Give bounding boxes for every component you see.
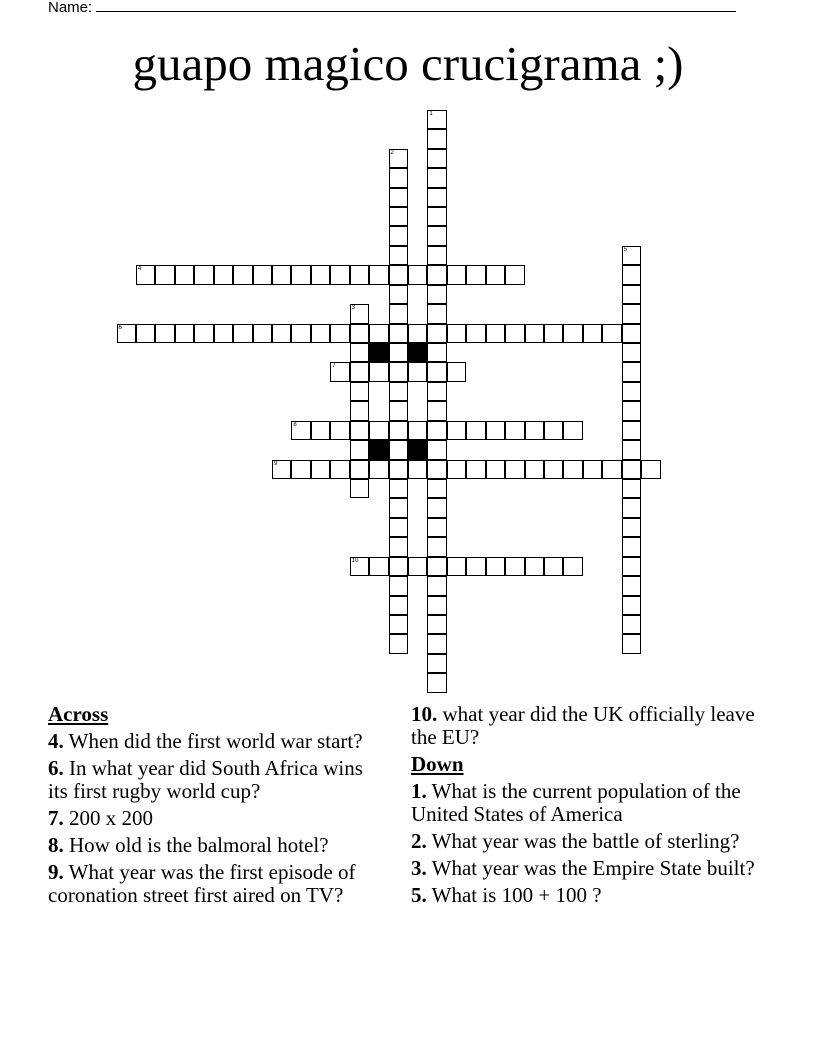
grid-cell[interactable] bbox=[486, 421, 505, 440]
grid-cell[interactable] bbox=[136, 265, 155, 284]
grid-cell[interactable] bbox=[389, 518, 408, 537]
grid-cell[interactable] bbox=[427, 654, 446, 673]
grid-cell[interactable] bbox=[447, 362, 466, 381]
grid-cell[interactable] bbox=[389, 324, 408, 343]
grid-cell[interactable] bbox=[602, 460, 621, 479]
grid-cell[interactable] bbox=[466, 460, 485, 479]
grid-cell[interactable] bbox=[427, 207, 446, 226]
grid-cell[interactable] bbox=[389, 265, 408, 284]
grid-cell[interactable] bbox=[486, 324, 505, 343]
grid-cell[interactable] bbox=[622, 576, 641, 595]
grid-cell[interactable] bbox=[427, 382, 446, 401]
grid-cell[interactable] bbox=[389, 343, 408, 362]
grid-cell[interactable] bbox=[350, 362, 369, 381]
grid-cell[interactable] bbox=[466, 324, 485, 343]
down-heading: Down bbox=[411, 752, 464, 776]
grid-cell[interactable] bbox=[253, 324, 272, 343]
grid-cell[interactable] bbox=[291, 265, 310, 284]
grid-cell[interactable] bbox=[544, 421, 563, 440]
grid-cell[interactable] bbox=[350, 382, 369, 401]
cell-number: 8 bbox=[293, 421, 297, 428]
grid-cell[interactable] bbox=[389, 188, 408, 207]
grid-cell[interactable] bbox=[350, 557, 369, 576]
grid-cell[interactable] bbox=[622, 362, 641, 381]
grid-cell[interactable] bbox=[117, 324, 136, 343]
grid-cell[interactable] bbox=[641, 460, 660, 479]
grid-cell[interactable] bbox=[311, 265, 330, 284]
grid-cell[interactable] bbox=[622, 634, 641, 653]
grid-cell[interactable] bbox=[427, 188, 446, 207]
grid-cell[interactable] bbox=[155, 324, 174, 343]
grid-cell[interactable] bbox=[389, 421, 408, 440]
grid-cell[interactable] bbox=[427, 110, 446, 129]
grid-cell[interactable] bbox=[311, 421, 330, 440]
grid-cell[interactable] bbox=[233, 265, 252, 284]
grid-cell[interactable] bbox=[389, 634, 408, 653]
grid-cell[interactable] bbox=[427, 343, 446, 362]
clue-down-1: 1. What is the current population of the United States of America bbox=[411, 779, 741, 826]
grid-cell[interactable] bbox=[622, 479, 641, 498]
grid-cell[interactable] bbox=[466, 421, 485, 440]
grid-cell[interactable] bbox=[311, 460, 330, 479]
grid-cell[interactable] bbox=[447, 421, 466, 440]
grid-cell[interactable] bbox=[427, 324, 446, 343]
grid-cell[interactable] bbox=[622, 401, 641, 420]
name-label: Name: bbox=[48, 0, 93, 16]
grid-cell[interactable] bbox=[272, 265, 291, 284]
grid-cell[interactable] bbox=[622, 440, 641, 459]
grid-cell[interactable] bbox=[622, 382, 641, 401]
grid-cell[interactable] bbox=[175, 324, 194, 343]
grid-cell[interactable] bbox=[622, 304, 641, 323]
grid-cell[interactable] bbox=[369, 362, 388, 381]
grid-cell[interactable] bbox=[427, 285, 446, 304]
cell-number: 1 bbox=[429, 110, 433, 117]
grid-cell[interactable] bbox=[330, 421, 349, 440]
grid-cell[interactable] bbox=[272, 324, 291, 343]
grid-cell[interactable] bbox=[525, 557, 544, 576]
black-square bbox=[369, 343, 388, 362]
grid-cell[interactable] bbox=[544, 324, 563, 343]
grid-cell[interactable] bbox=[408, 460, 427, 479]
grid-cell[interactable] bbox=[427, 265, 446, 284]
grid-cell[interactable] bbox=[427, 129, 446, 148]
grid-cell[interactable] bbox=[389, 207, 408, 226]
grid-cell[interactable] bbox=[505, 324, 524, 343]
grid-cell[interactable] bbox=[194, 265, 213, 284]
grid-cell[interactable] bbox=[291, 324, 310, 343]
grid-cell[interactable] bbox=[311, 324, 330, 343]
grid-cell[interactable] bbox=[622, 557, 641, 576]
grid-cell[interactable] bbox=[505, 265, 524, 284]
grid-cell[interactable] bbox=[525, 460, 544, 479]
grid-cell[interactable] bbox=[330, 362, 349, 381]
grid-cell[interactable] bbox=[427, 246, 446, 265]
grid-cell[interactable] bbox=[427, 537, 446, 556]
grid-cell[interactable] bbox=[427, 168, 446, 187]
cell-number: 5 bbox=[623, 246, 628, 253]
clue-across-8: 8. How old is the balmoral hotel? bbox=[48, 833, 329, 857]
grid-cell[interactable] bbox=[563, 421, 582, 440]
grid-cell[interactable] bbox=[214, 324, 233, 343]
clue-down-3: 3. What year was the Empire State built? bbox=[411, 856, 755, 880]
grid-cell[interactable] bbox=[505, 460, 524, 479]
grid-cell[interactable] bbox=[427, 634, 446, 653]
grid-cell[interactable] bbox=[427, 304, 446, 323]
clue-across-4: 4. When did the first world war start? bbox=[48, 729, 363, 753]
grid-cell[interactable] bbox=[155, 265, 174, 284]
grid-cell[interactable] bbox=[350, 479, 369, 498]
grid-cell[interactable] bbox=[291, 421, 310, 440]
grid-cell[interactable] bbox=[427, 401, 446, 420]
grid-cell[interactable] bbox=[389, 362, 408, 381]
grid-cell[interactable] bbox=[389, 401, 408, 420]
grid-cell[interactable] bbox=[389, 285, 408, 304]
grid-cell[interactable] bbox=[136, 324, 155, 343]
grid-cell[interactable] bbox=[622, 343, 641, 362]
grid-cell[interactable] bbox=[291, 460, 310, 479]
grid-cell[interactable] bbox=[427, 479, 446, 498]
grid-cell[interactable] bbox=[369, 460, 388, 479]
grid-cell[interactable] bbox=[622, 498, 641, 517]
grid-cell[interactable] bbox=[389, 440, 408, 459]
grid-cell[interactable] bbox=[350, 304, 369, 323]
cell-number: 6 bbox=[118, 324, 122, 331]
grid-cell[interactable] bbox=[466, 265, 485, 284]
grid-cell[interactable] bbox=[466, 557, 485, 576]
grid-cell[interactable] bbox=[389, 576, 408, 595]
grid-cell[interactable] bbox=[350, 440, 369, 459]
grid-cell[interactable] bbox=[447, 265, 466, 284]
grid-cell[interactable] bbox=[389, 382, 408, 401]
clue-down-2: 2. What year was the battle of sterling? bbox=[411, 829, 740, 853]
grid-cell[interactable] bbox=[447, 460, 466, 479]
grid-cell[interactable] bbox=[486, 557, 505, 576]
grid-cell[interactable] bbox=[427, 362, 446, 381]
grid-cell[interactable] bbox=[427, 498, 446, 517]
grid-cell[interactable] bbox=[233, 324, 252, 343]
grid-cell[interactable] bbox=[389, 460, 408, 479]
grid-cell[interactable] bbox=[427, 596, 446, 615]
grid-cell[interactable] bbox=[622, 246, 641, 265]
grid-cell[interactable] bbox=[622, 265, 641, 284]
grid-cell[interactable] bbox=[427, 149, 446, 168]
cell-number: 3 bbox=[351, 305, 355, 312]
grid-cell[interactable] bbox=[622, 324, 641, 343]
grid-cell[interactable] bbox=[408, 362, 427, 381]
black-square bbox=[369, 440, 388, 459]
grid-cell[interactable] bbox=[622, 615, 641, 634]
grid-cell[interactable] bbox=[389, 168, 408, 187]
grid-cell[interactable] bbox=[427, 673, 446, 692]
grid-cell[interactable] bbox=[427, 421, 446, 440]
grid-cell[interactable] bbox=[622, 285, 641, 304]
grid-cell[interactable] bbox=[408, 324, 427, 343]
grid-cell[interactable] bbox=[427, 576, 446, 595]
grid-cell[interactable] bbox=[544, 460, 563, 479]
grid-cell[interactable] bbox=[389, 498, 408, 517]
grid-cell[interactable] bbox=[330, 460, 349, 479]
grid-cell[interactable] bbox=[350, 343, 369, 362]
grid-cell[interactable] bbox=[350, 460, 369, 479]
cell-number: 7 bbox=[332, 363, 336, 370]
grid-cell[interactable] bbox=[563, 324, 582, 343]
black-square bbox=[408, 440, 427, 459]
grid-cell[interactable] bbox=[389, 596, 408, 615]
grid-cell[interactable] bbox=[563, 557, 582, 576]
grid-cell[interactable] bbox=[272, 460, 291, 479]
grid-cell[interactable] bbox=[427, 226, 446, 245]
grid-cell[interactable] bbox=[622, 421, 641, 440]
grid-cell[interactable] bbox=[447, 557, 466, 576]
grid-cell[interactable] bbox=[389, 226, 408, 245]
grid-cell[interactable] bbox=[408, 557, 427, 576]
grid-cell[interactable] bbox=[389, 304, 408, 323]
grid-cell[interactable] bbox=[447, 324, 466, 343]
cell-number: 2 bbox=[390, 149, 394, 156]
grid-cell[interactable] bbox=[330, 265, 349, 284]
grid-cell[interactable] bbox=[563, 460, 582, 479]
grid-cell[interactable] bbox=[544, 557, 563, 576]
grid-cell[interactable] bbox=[486, 265, 505, 284]
grid-cell[interactable] bbox=[369, 265, 388, 284]
cell-number: 4 bbox=[137, 266, 142, 273]
grid-cell[interactable] bbox=[525, 324, 544, 343]
grid-cell[interactable] bbox=[389, 149, 408, 168]
grid-cell[interactable] bbox=[369, 324, 388, 343]
grid-cell[interactable] bbox=[486, 460, 505, 479]
grid-cell[interactable] bbox=[389, 557, 408, 576]
grid-cell[interactable] bbox=[330, 324, 349, 343]
grid-cell[interactable] bbox=[253, 265, 272, 284]
grid-cell[interactable] bbox=[622, 596, 641, 615]
grid-cell[interactable] bbox=[350, 324, 369, 343]
clue-across-6: 6. In what year did South Africa wins its first rugby world cup? bbox=[48, 756, 363, 803]
grid-cell[interactable] bbox=[427, 440, 446, 459]
grid-cell[interactable] bbox=[622, 460, 641, 479]
grid-cell[interactable] bbox=[583, 460, 602, 479]
cell-number: 9 bbox=[273, 460, 278, 467]
grid-cell[interactable] bbox=[389, 246, 408, 265]
grid-cell[interactable] bbox=[525, 421, 544, 440]
grid-cell[interactable] bbox=[369, 557, 388, 576]
grid-cell[interactable] bbox=[427, 557, 446, 576]
grid-cell[interactable] bbox=[408, 265, 427, 284]
clues-column-right bbox=[411, 703, 771, 911]
clue-down-5: 5. What is 100 + 100 ? bbox=[411, 883, 602, 907]
grid-cell[interactable] bbox=[350, 421, 369, 440]
across-heading: Across bbox=[48, 702, 109, 726]
grid-cell[interactable] bbox=[505, 421, 524, 440]
clue-across-7: 7. 200 x 200 bbox=[48, 806, 153, 830]
grid-cell[interactable] bbox=[622, 518, 641, 537]
grid-cell[interactable] bbox=[622, 537, 641, 556]
grid-cell[interactable] bbox=[602, 324, 621, 343]
grid-cell[interactable] bbox=[389, 537, 408, 556]
cell-number: 10 bbox=[351, 557, 359, 564]
grid-cell[interactable] bbox=[389, 615, 408, 634]
page-title: guapo magico crucigrama ;) bbox=[132, 36, 684, 91]
grid-cell[interactable] bbox=[350, 265, 369, 284]
grid-cell[interactable] bbox=[583, 324, 602, 343]
grid-cell[interactable] bbox=[214, 265, 233, 284]
grid-cell[interactable] bbox=[369, 421, 388, 440]
clues-column-left bbox=[48, 703, 388, 911]
black-square bbox=[408, 343, 427, 362]
grid-cell[interactable] bbox=[194, 324, 213, 343]
clue-across-10: 10. what year did the UK officially leave the EU? bbox=[411, 702, 755, 749]
grid-cell[interactable] bbox=[175, 265, 194, 284]
grid-cell[interactable] bbox=[408, 421, 427, 440]
grid-cell[interactable] bbox=[427, 518, 446, 537]
grid-cell[interactable] bbox=[427, 460, 446, 479]
grid-cell[interactable] bbox=[389, 479, 408, 498]
grid-cell[interactable] bbox=[505, 557, 524, 576]
clue-across-9: 9. What year was the first episode of coronation street first aired on TV? bbox=[48, 860, 356, 907]
grid-cell[interactable] bbox=[350, 401, 369, 420]
grid-cell[interactable] bbox=[427, 615, 446, 634]
